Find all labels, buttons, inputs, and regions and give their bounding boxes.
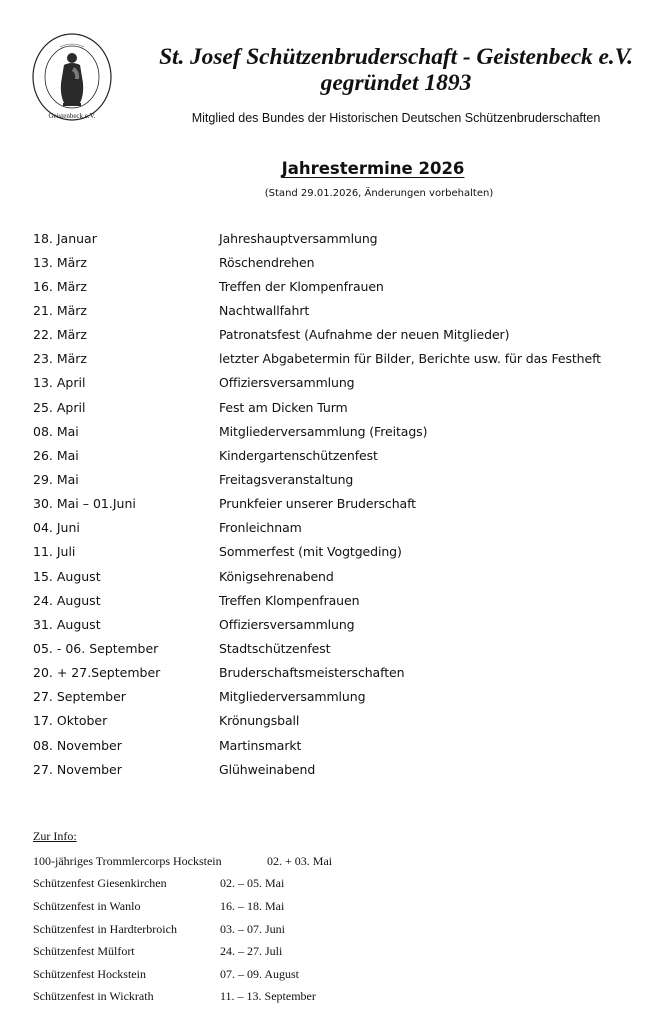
event-name: Glühweinabend <box>219 761 316 777</box>
event-row <box>33 226 663 250</box>
event-date: 29. Mai <box>33 471 79 487</box>
event-name: Patronatsfest (Aufnahme der neuen Mitglieder) <box>219 327 510 343</box>
event-row <box>33 612 663 636</box>
info-heading: Zur Info: <box>33 829 77 843</box>
event-name: Offiziersversammlung <box>219 616 355 632</box>
info-date: 02. – 05. Mai <box>220 876 285 891</box>
info-row <box>33 895 533 918</box>
event-date: 27. September <box>33 689 126 705</box>
info-date: 16. – 18. Mai <box>220 898 285 913</box>
event-date: 21. März <box>33 302 87 318</box>
event-date: 27. November <box>33 761 122 777</box>
event-name: Jahreshauptversammlung <box>219 230 378 246</box>
event-name: Treffen Klompenfrauen <box>219 592 360 608</box>
event-name: letzter Abgabetermin für Bilder, Berichte usw. für das Festheft <box>219 351 601 367</box>
events-list <box>33 226 663 781</box>
event-name: Martinsmarkt <box>219 737 302 753</box>
membership-line: Mitglied des Bundes der Historischen Deutschen Schützenbruderschaften <box>191 111 601 125</box>
info-name: Schützenfest Hockstein <box>33 966 146 981</box>
info-name: Schützenfest Mülfort <box>33 944 135 959</box>
info-row <box>33 940 533 963</box>
event-row <box>33 395 663 419</box>
info-row <box>33 986 533 1009</box>
event-name: Fest am Dicken Turm <box>219 399 348 415</box>
event-row <box>33 250 663 274</box>
info-list <box>33 850 533 1008</box>
event-row <box>33 636 663 660</box>
event-name: Fronleichnam <box>219 520 302 536</box>
event-name: Mitgliederversammlung (Freitags) <box>219 423 428 439</box>
event-name: Stadtschützenfest <box>219 640 331 656</box>
event-row <box>33 709 663 733</box>
event-row <box>33 443 663 467</box>
event-row <box>33 588 663 612</box>
event-row <box>33 347 663 371</box>
info-date: 07. – 09. August <box>220 966 300 981</box>
event-row <box>33 661 663 685</box>
info-name: Schützenfest Giesenkirchen <box>33 876 167 891</box>
event-date: 13. März <box>33 254 87 270</box>
event-row <box>33 274 663 298</box>
event-date: 30. Mai – 01.Juni <box>33 496 136 512</box>
document-title: Jahrestermine 2026 <box>281 159 465 178</box>
event-date: 11. Juli <box>33 544 76 560</box>
event-row <box>33 467 663 491</box>
info-name: Schützenfest in Wickrath <box>33 989 154 1004</box>
event-date: 08. Mai <box>33 423 79 439</box>
event-row <box>33 516 663 540</box>
event-date: 24. August <box>33 592 101 608</box>
event-name: Mitgliederversammlung <box>219 689 366 705</box>
event-row <box>33 298 663 322</box>
info-name: Schützenfest in Hardterbroich <box>33 921 177 936</box>
info-date: 24. – 27. Juli <box>220 944 283 959</box>
event-name: Sommerfest (mit Vogtgeding) <box>219 544 402 560</box>
info-date: 02. + 03. Mai <box>267 853 333 868</box>
event-date: 25. April <box>33 399 86 415</box>
event-date: 23. März <box>33 351 87 367</box>
event-name: Offiziersversammlung <box>219 375 355 391</box>
event-date: 16. März <box>33 278 87 294</box>
event-date: 05. - 06. September <box>33 640 159 656</box>
event-row <box>33 323 663 347</box>
event-name: Bruderschaftsmeisterschaften <box>219 665 405 681</box>
event-name: Prunkfeier unserer Bruderschaft <box>219 496 416 512</box>
document-subtitle: (Stand 29.01.2026, Änderungen vorbehalten) <box>264 188 494 199</box>
event-date: 08. November <box>33 737 122 753</box>
event-name: Kindergartenschützenfest <box>219 447 378 463</box>
event-date: 26. Mai <box>33 447 79 463</box>
organization-title: St. Josef Schützenbruderschaft - Geistenbeck e.V. <box>159 44 633 70</box>
event-row <box>33 371 663 395</box>
event-name: Freitagsveranstaltung <box>219 471 354 487</box>
event-date: 22. März <box>33 327 87 343</box>
info-row <box>33 873 533 896</box>
info-name: 100-jähriges Trommlercorps Hockstein <box>33 853 222 868</box>
event-row <box>33 540 663 564</box>
event-name: Treffen der Klompenfrauen <box>219 278 384 294</box>
brotherhood-seal-logo <box>30 31 114 123</box>
event-row <box>33 733 663 757</box>
event-date: 31. August <box>33 616 101 632</box>
event-date: 18. Januar <box>33 230 97 246</box>
event-date: 20. + 27.September <box>33 665 161 681</box>
event-name: Nachtwallfahrt <box>219 302 310 318</box>
info-row <box>33 963 533 986</box>
info-date: 11. – 13. September <box>220 989 316 1004</box>
info-row <box>33 918 533 941</box>
event-row <box>33 419 663 443</box>
event-date: 15. August <box>33 568 101 584</box>
event-date: 13. April <box>33 375 86 391</box>
event-name: Krönungsball <box>219 713 300 729</box>
info-name: Schützenfest in Wanlo <box>33 898 141 913</box>
info-row <box>33 850 533 873</box>
event-row <box>33 492 663 516</box>
info-date: 03. – 07. Juni <box>220 921 286 936</box>
event-date: 17. Oktober <box>33 713 108 729</box>
event-row <box>33 757 663 781</box>
event-row <box>33 685 663 709</box>
event-row <box>33 564 663 588</box>
svg-text:Geistenbeck e.V.: Geistenbeck e.V. <box>48 112 96 120</box>
founding-line: gegründet 1893 <box>320 70 472 96</box>
event-name: Röschendrehen <box>219 254 315 270</box>
event-name: Königsehrenabend <box>219 568 334 584</box>
event-date: 04. Juni <box>33 520 80 536</box>
